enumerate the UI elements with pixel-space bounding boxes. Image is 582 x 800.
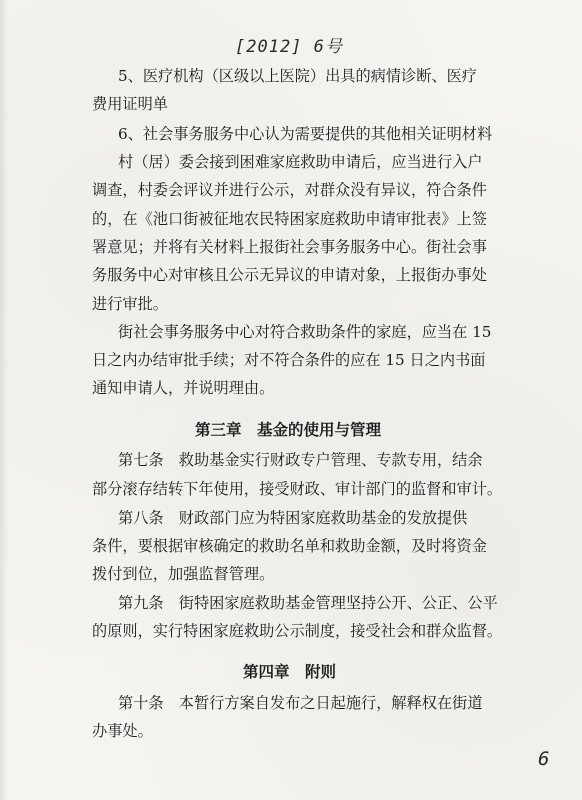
text-line-1: 5、医疗机构（区级以上医院）出具的病情诊断、医疗 [118, 67, 477, 85]
text-line-14: 部分滚存结转下年使用，接受财政、审计部门的监督和审计。 [92, 480, 503, 498]
chapter-4-heading: 第四章 附则 [243, 663, 337, 681]
text-line-15: 第八条 财政部门应为特困家庭救助基金的发放提供 [118, 509, 468, 527]
text-line-20: 第十条 本暂行方案自发布之日起施行，解释权在街道 [118, 694, 483, 712]
text-line-2: 费用证明单 [92, 95, 168, 113]
text-line-9: 进行审批。 [92, 295, 168, 313]
text-line-21: 办事处。 [92, 722, 153, 740]
page-edge-shadow [0, 0, 8, 800]
text-line-16: 条件，要根据审核确定的救助名单和救助金额，及时将资金 [92, 537, 487, 555]
text-line-10: 街社会事务服务中心对符合救助条件的家庭，应当在 15 [118, 323, 492, 341]
chapter-3-heading: 第三章 基金的使用与管理 [195, 421, 382, 439]
text-line-19: 的原则，实行特困家庭救助公示制度，接受社会和群众监督。 [92, 622, 503, 640]
page-number: 6 [538, 748, 550, 770]
text-line-7: 署意见；并将有关材料上报街社会事务服务中心。街社会事 [92, 238, 487, 256]
text-line-5: 调查，村委会评议并进行公示，对群众没有异议，符合条件 [92, 181, 487, 199]
handwritten-annotation: [2012] 6号 [235, 37, 343, 57]
text-line-13: 第七条 救助基金实行财政专户管理、专款专用，结余 [118, 451, 483, 469]
text-line-4: 村（居）委会接到困难家庭救助申请后，应当进行入户 [118, 153, 483, 171]
text-line-6: 的，在《池口街被征地农民特困家庭救助申请审批表》上签 [92, 210, 487, 228]
text-line-17: 拨付到位，加强监督管理。 [92, 565, 275, 583]
text-line-3: 6、社会事务服务中心认为需要提供的其他相关证明材料 [118, 125, 493, 143]
text-line-8: 务服务中心对审核且公示无异议的申请对象，上报街办事处 [92, 266, 487, 284]
text-line-18: 第九条 街特困家庭救助基金管理坚持公开、公正、公平 [118, 594, 498, 612]
text-line-11: 日之内办结审批手续；对不符合条件的应在 15 日之内书面 [92, 351, 486, 369]
text-line-12: 通知申请人，并说明理由。 [92, 379, 275, 397]
